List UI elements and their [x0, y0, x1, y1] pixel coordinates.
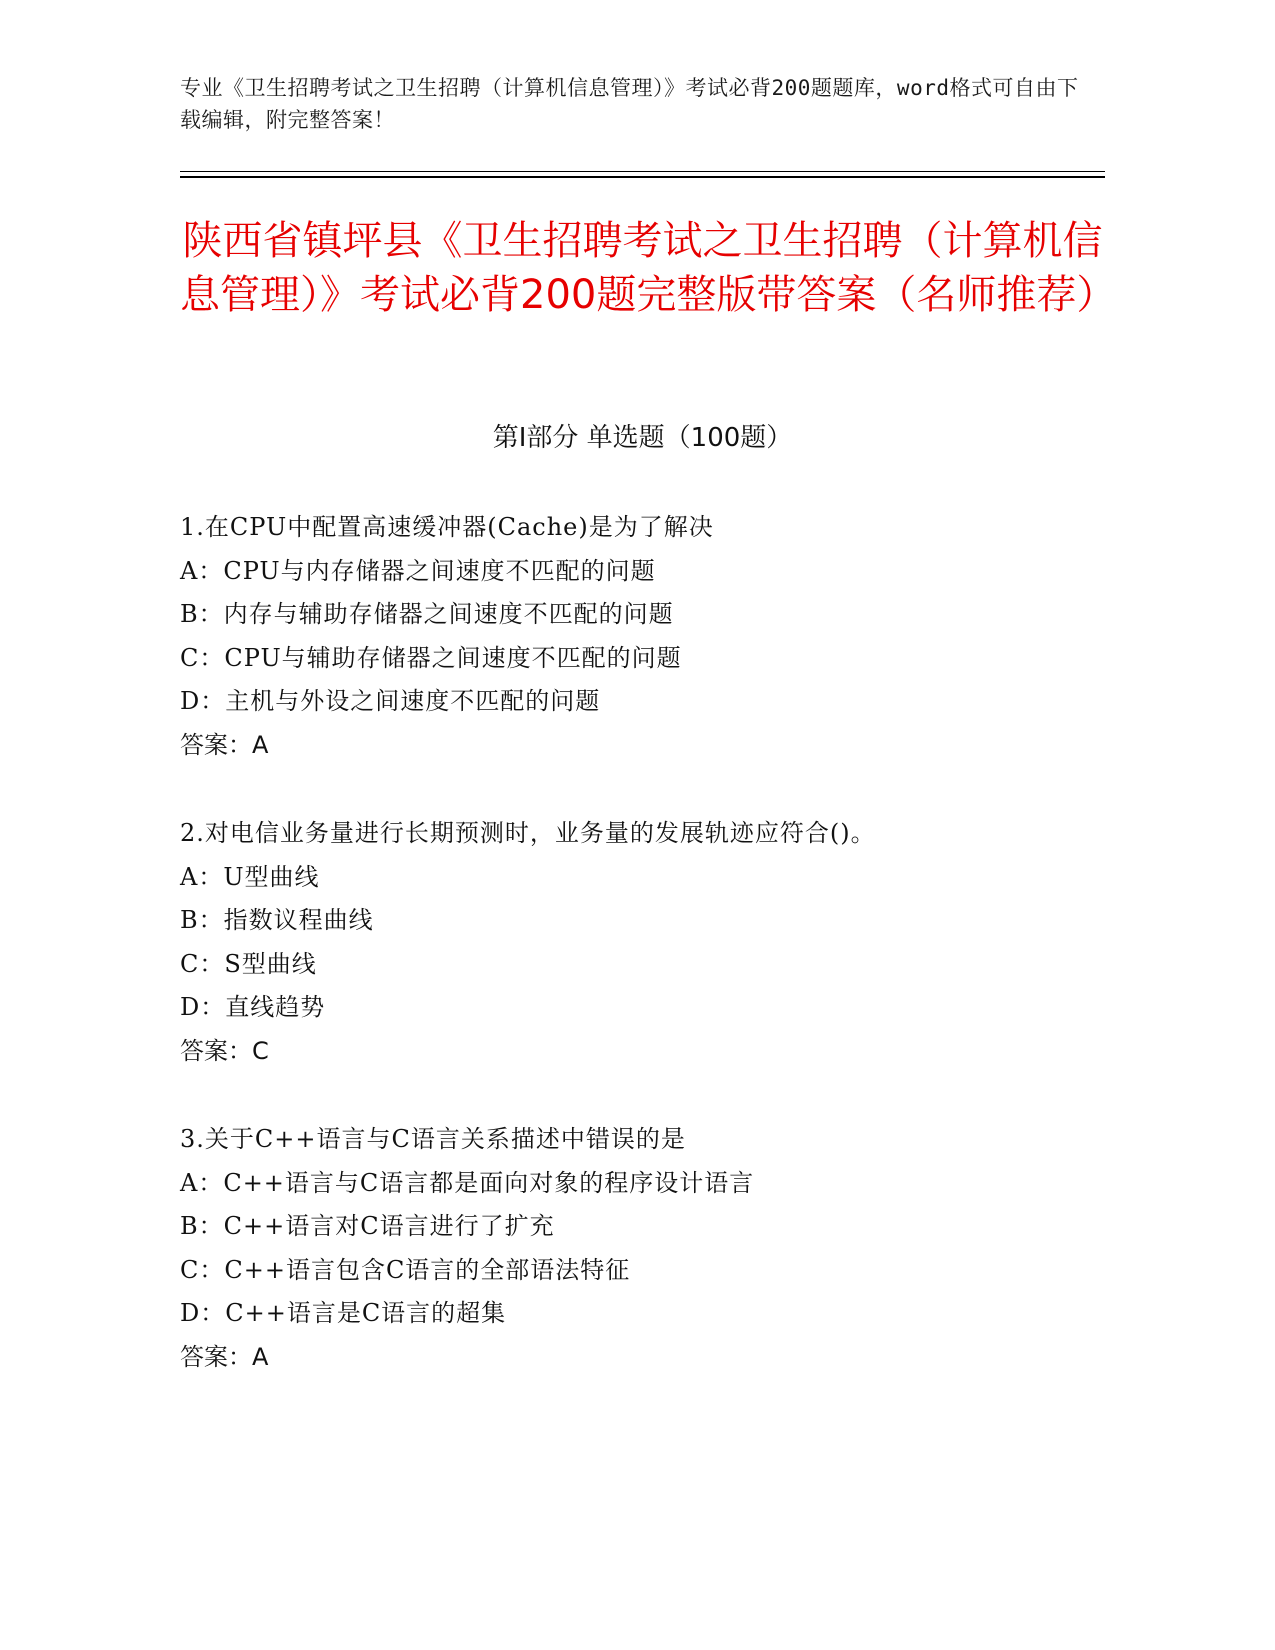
question-2: [180, 812, 1105, 1073]
header-divider-thick: [180, 176, 1105, 178]
option-b: B：指数议程曲线: [180, 906, 374, 934]
question-3: [180, 1118, 1105, 1379]
option-c: C：C++语言包含C语言的全部语法特征: [180, 1255, 631, 1284]
header-note: 专业《卫生招聘考试之卫生招聘（计算机信息管理）》考试必背200题题库，word格式可自由下载编辑，附完整答案！: [180, 76, 1079, 132]
header-divider-thin: [180, 171, 1105, 172]
option-d: D：C++语言是C语言的超集: [180, 1299, 507, 1327]
option-d: D：主机与外设之间速度不匹配的问题: [180, 687, 601, 715]
answer-line: 答案：C: [180, 1036, 269, 1065]
question-list: [180, 506, 1105, 1424]
option-b: B：C++语言对C语言进行了扩充: [180, 1212, 555, 1240]
answer-line: 答案：A: [180, 1342, 269, 1371]
section-title: 第Ⅰ部分 单选题（100题）: [492, 423, 793, 453]
option-c: C：S型曲线: [180, 949, 317, 978]
option-a: A：CPU与内存储器之间速度不匹配的问题: [180, 556, 656, 585]
question-1: [180, 506, 1105, 767]
document-title: 陕西省镇坪县《卫生招聘考试之卫生招聘（计算机信息管理）》考试必背200题完整版带答案（名师推荐）: [180, 218, 1117, 318]
question-stem: 1.在CPU中配置高速缓冲器(Cache)是为了解决: [180, 513, 714, 541]
option-a: A：C++语言与C语言都是面向对象的程序设计语言: [180, 1168, 755, 1197]
question-stem: 2.对电信业务量进行长期预测时，业务量的发展轨迹应符合()。: [180, 819, 876, 847]
option-d: D：直线趋势: [180, 993, 326, 1021]
option-c: C：CPU与辅助存储器之间速度不匹配的问题: [180, 643, 682, 672]
option-b: B：内存与辅助存储器之间速度不匹配的问题: [180, 600, 674, 628]
option-a: A：U型曲线: [180, 862, 320, 891]
answer-line: 答案：A: [180, 730, 269, 759]
question-stem: 3.关于C++语言与C语言关系描述中错误的是: [180, 1125, 686, 1153]
